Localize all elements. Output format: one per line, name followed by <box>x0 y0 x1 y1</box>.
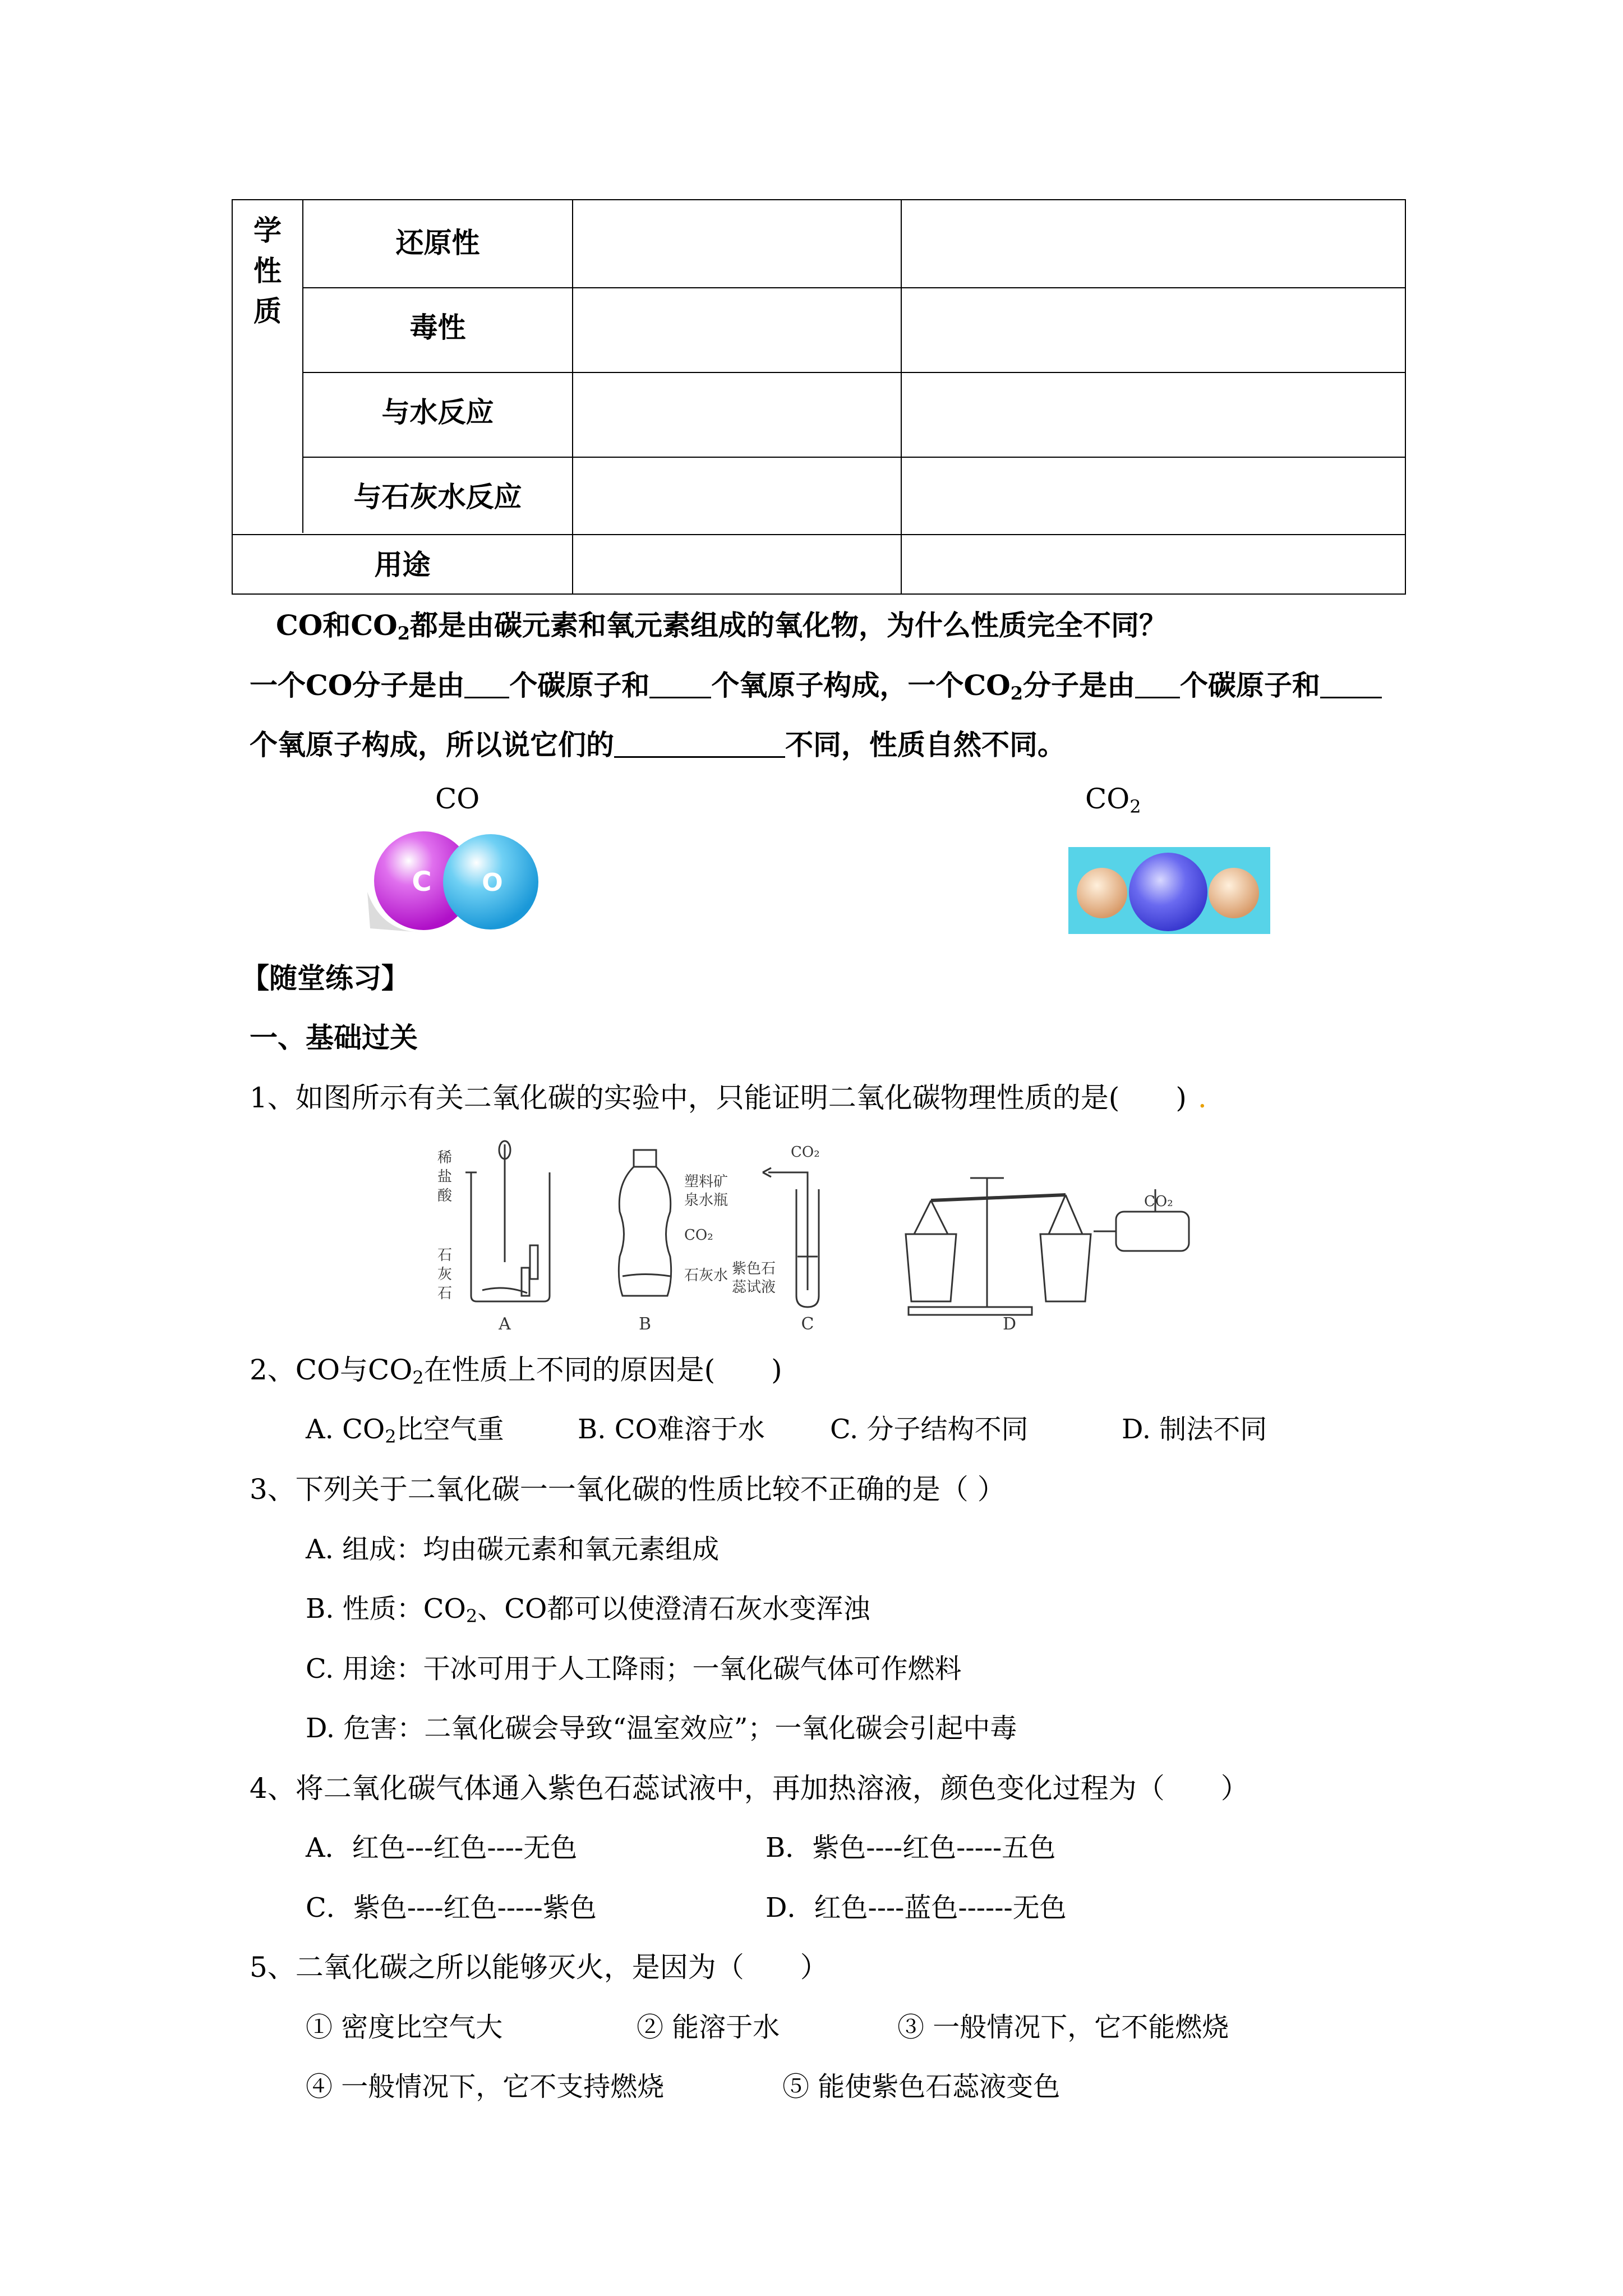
q5-option-2[interactable]: ② 能溶于水 <box>637 2012 780 2043</box>
letter-b: B <box>638 1314 652 1334</box>
letter-c: C <box>801 1314 814 1334</box>
row-label-water-reaction: 与水反应 <box>381 395 494 429</box>
co2-label: $CO_2$ <box>1085 783 1141 817</box>
carbon-atom-label: C <box>412 866 432 898</box>
q5-option-1[interactable]: ① 密度比空气大 <box>306 2012 503 2043</box>
q4-option-b[interactable]: B．紫色----红色-----五色 <box>766 1832 1056 1864</box>
label-c-1: CO₂ <box>791 1144 820 1161</box>
blank-co2-carbon[interactable] <box>1135 672 1180 698</box>
label-c-2: 紫色石 <box>732 1260 776 1277</box>
oxygen-atom-left <box>1077 868 1127 918</box>
question-4: 4、将二氧化碳气体通入紫色石蕊试液中，再加热溶液，颜色变化过程为（ ） <box>250 1772 1249 1805</box>
q5-option-3[interactable]: ③ 一般情况下，它不能燃烧 <box>897 2012 1229 2043</box>
oxygen-atom-label: O <box>482 868 503 897</box>
section-title: 【随堂练习】 <box>241 961 409 995</box>
q5-option-4[interactable]: ④ 一般情况下，它不支持燃烧 <box>306 2071 665 2102</box>
label-b-3: CO₂ <box>684 1227 713 1244</box>
letter-d: D <box>1002 1314 1017 1334</box>
q2-option-c[interactable]: C. 分子结构不同 <box>830 1414 1029 1445</box>
q3-option-d[interactable]: D. 危害：二氧化碳会导致“温室效应”；一氧化碳会引起中毒 <box>306 1713 1017 1744</box>
label-a-3: 酸 <box>437 1188 453 1204</box>
blank-co-carbon[interactable] <box>464 672 509 698</box>
blank-co2-oxygen[interactable] <box>1320 672 1382 698</box>
apparatus-a <box>465 1141 550 1301</box>
subsection-title: 一、基础过关 <box>250 1021 418 1054</box>
q4-option-a[interactable]: A．红色---红色----无色 <box>306 1832 578 1864</box>
label-d-1: CO₂ <box>1144 1193 1173 1210</box>
q2-option-b[interactable]: B. CO难溶于水 <box>578 1414 765 1445</box>
carbon-atom-center <box>1129 853 1207 931</box>
fill-blank-line-2: 个氧原子构成，所以说它们的 不同，性质自然不同。 <box>250 728 1066 761</box>
row-label-usage: 用途 <box>374 548 431 581</box>
question-1: 1、如图所示有关二氧化碳的实验中，只能证明二氧化碳物理性质的是( ) . <box>250 1082 1207 1114</box>
fill-blank-line-1: 一个CO分子是由 个碳原子和 个氧原子构成，一个$CO_2$分子是由 个碳原子和 <box>250 668 1382 703</box>
q4-option-c[interactable]: C．紫色----红色-----紫色 <box>306 1892 597 1924</box>
blank-structure[interactable] <box>614 731 785 758</box>
question-2: 2、CO与$CO_2$在性质上不同的原因是( ) <box>250 1354 782 1388</box>
table-divider <box>302 372 1405 373</box>
table-divider <box>302 457 1405 458</box>
oxygen-atom-right <box>1209 868 1259 918</box>
label-b-4: 石灰水 <box>684 1267 728 1284</box>
experiment-apparatus-figure <box>426 1133 1245 1341</box>
q3-option-a[interactable]: A. 组成：均由碳元素和氧元素组成 <box>306 1534 720 1565</box>
q3-option-c[interactable]: C. 用途：干冰可用于人工降雨；一氧化碳气体可作燃料 <box>306 1653 962 1685</box>
table-divider <box>233 534 1405 535</box>
row-label-reducibility: 还原性 <box>395 226 480 259</box>
q3-option-b[interactable]: B. 性质：$CO_2$、CO都可以使澄清石灰水变浑浊 <box>306 1593 870 1627</box>
question-3: 3、下列关于二氧化碳一一氧化碳的性质比较不正确的是（ ） <box>250 1473 1006 1506</box>
q5-option-5[interactable]: ⑤ 能使紫色石蕊液变色 <box>782 2071 1061 2102</box>
label-c-3: 蕊试液 <box>732 1279 776 1296</box>
question-5: 5、二氧化碳之所以能够灭火，是因为（ ） <box>250 1951 828 1984</box>
label-a-5: 灰 <box>437 1266 453 1283</box>
label-a-2: 盐 <box>437 1168 453 1185</box>
properties-table <box>232 199 1406 595</box>
intro-question: CO和$CO_2$都是由碳元素和氧元素组成的氧化物，为什么性质完全不同？ <box>276 609 1167 644</box>
label-b-2: 泉水瓶 <box>684 1192 728 1209</box>
q2-option-d[interactable]: D. 制法不同 <box>1122 1414 1267 1445</box>
label-a-6: 石 <box>437 1285 453 1302</box>
co2-molecule-model <box>1068 847 1270 934</box>
row-label-toxicity: 毒性 <box>409 311 466 344</box>
apparatus-b <box>619 1150 671 1296</box>
blank-co-oxygen[interactable] <box>649 672 711 698</box>
table-divider <box>302 287 1405 288</box>
q2-option-a[interactable]: A. $CO_2$比空气重 <box>306 1414 504 1447</box>
category-label: 学性质 <box>253 214 282 328</box>
letter-a: A <box>499 1314 511 1334</box>
label-a-4: 石 <box>437 1247 453 1264</box>
label-a-1: 稀 <box>437 1149 453 1166</box>
label-b-1: 塑料矿 <box>684 1174 728 1190</box>
row-label-limewater-reaction: 与石灰水反应 <box>353 480 522 513</box>
co-molecule-model <box>359 825 544 937</box>
co-label: CO <box>435 783 480 815</box>
q4-option-d[interactable]: D．红色----蓝色------无色 <box>766 1892 1067 1924</box>
